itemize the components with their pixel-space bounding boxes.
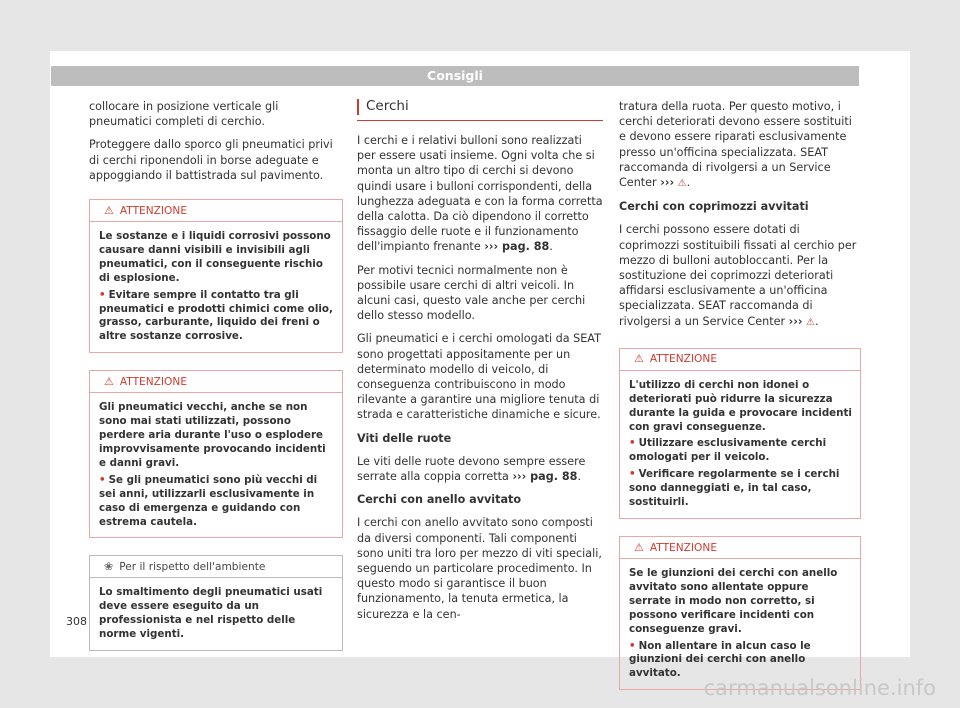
paragraph: tratura della ruota. Per questo motivo, i cerchi deteriorati devono essere sostituiti e devono essere riparati esclusivamente presso un'officina specializzata. SEAT raccomanda di rivolgersi a un Service Center ››› ⚠.: [619, 100, 852, 190]
page-number: 308: [66, 615, 87, 628]
warning-label: ATTENZIONE: [649, 353, 718, 366]
leaf-icon: ❀: [104, 559, 114, 573]
bullet-text: Utilizzare esclusivamente cerchi omologati per il veicolo.: [629, 437, 827, 464]
warning-text: L'utilizzo di cerchi non idonei o deteriorati può ridurre la sicurezza durante la guida e provocare incidenti con gravi conseguenze.: [629, 378, 852, 433]
column-right: [619, 99, 861, 707]
paragraph: Proteggere dallo sporco gli pneumatici privi di cerchi riponendoli in borse adeguate e appoggiando il battistrada sul pavimento.: [89, 138, 333, 182]
warning-bullet: [629, 640, 852, 682]
warning-triangle-icon: ⚠: [634, 352, 644, 366]
paragraph: I cerchi e i relativi bulloni sono realizzati per essere usati insieme. Ogni volta che si monta un altro tipo di cerchi si devono quindi usare i bulloni corrispondenti, della lunghezza adeguata e con la forma corretta della calotta. Da ciò dipendono il corretto fissaggio delle ruote e il funzionamento dell'impianto frenante ››› pag. 88.: [357, 134, 603, 254]
bullet-text: Evitare sempre il contatto tra gli pneumatici e prodotti chimici come olio, grasso, carburante, liquido dei freni o altre sostanze corrosive.: [99, 288, 333, 343]
warning-box-header: [620, 349, 860, 371]
reference-arrows-link[interactable]: ›››: [788, 314, 803, 328]
bullet-text: Non allentare in alcun caso le giunzioni dei cerchi con anello avvitato.: [629, 639, 811, 680]
warning-bullet: [629, 437, 852, 465]
bullet-text: Verificare regolarmente se i cerchi sono danneggiati e, in tal caso, sostituirli.: [629, 468, 840, 509]
environment-label: Per il rispetto dell'ambiente: [119, 560, 266, 573]
warning-box: [619, 536, 861, 690]
warning-box-body: [620, 371, 860, 518]
warning-box-header: [620, 537, 860, 559]
watermark: carmanualsonline.info: [703, 676, 936, 700]
warning-box-body: [90, 393, 342, 537]
warning-label: ATTENZIONE: [119, 204, 188, 217]
bullet-icon: •: [629, 639, 636, 652]
warning-triangle-icon: ⚠: [104, 374, 114, 388]
bullet-icon: •: [629, 437, 636, 450]
warning-triangle-icon: ⚠: [677, 178, 687, 190]
warning-box-header: [90, 200, 342, 222]
warning-bullet: [629, 468, 852, 510]
warning-bullet: [99, 474, 334, 530]
warning-triangle-icon: ⚠: [104, 203, 114, 217]
paragraph: Gli pneumatici e i cerchi omologati da SEAT sono progettati appositamente per un determinato modello di veicolo, di conseguenza contribuiscono in modo rilevante a garantire una migliore tenuta di strada e caratteristiche dinamiche e sicure.: [357, 332, 601, 422]
warning-box: [89, 370, 343, 538]
bullet-icon: •: [99, 473, 106, 486]
subheading: Cerchi con coprimozzi avvitati: [619, 200, 809, 214]
subheading: Viti delle ruote: [357, 431, 452, 445]
warning-text: Gli pneumatici vecchi, anche se non sono mai stati utilizzati, possono perdere aria durante l'uso o esplodere improvvisamente provocando incidenti e danni gravi.: [99, 401, 326, 469]
warning-text: Le sostanze e i liquidi corrosivi possono causare danni visibili e invisibili agli pneumatici, con il conseguente rischio di esplosione.: [99, 230, 331, 284]
warning-box: [89, 199, 343, 353]
section-title: [357, 99, 603, 121]
warning-label: ATTENZIONE: [649, 541, 718, 554]
section-title-bar: [357, 99, 359, 115]
warning-triangle-icon: ⚠: [806, 316, 816, 328]
paragraph: I cerchi con anello avvitato sono composti da diversi componenti. Tali componenti sono uniti tra loro per mezzo di viti speciali, seguendo un particolare procedimento. In questo modo si garantisce il buon funzionamento, la tenuta ermetica, la sicurezza e la cen-: [357, 516, 602, 621]
warning-bullet: [99, 289, 334, 345]
warning-box: [619, 348, 861, 519]
environment-box: [89, 555, 343, 651]
paragraph: Le viti delle ruote devono sempre essere serrate alla coppia corretta ››› pag. 88.: [357, 454, 586, 484]
page-title: Consigli: [427, 68, 483, 83]
page-reference-link[interactable]: ››› pag. 88: [512, 470, 578, 484]
bullet-text: Se gli pneumatici sono più vecchi di sei anni, utilizzarli esclusivamente in caso di emergenza e guidando con estrema cautela.: [99, 473, 318, 528]
environment-box-header: [90, 556, 342, 578]
column-left: [89, 99, 343, 668]
page-reference-link[interactable]: ››› pag. 88: [484, 240, 550, 254]
warning-box-body: [90, 222, 342, 352]
bullet-icon: •: [99, 288, 106, 301]
subheading: Cerchi con anello avvitato: [357, 493, 522, 507]
warning-box-header: [90, 371, 342, 393]
section-title-text: Cerchi: [366, 98, 409, 114]
paragraph: I cerchi possono essere dotati di coprimozzi sostituibili fissati al cerchio per mezzo di bulloni autobloccanti. Per la sostituzione dei coprimozzi deteriorati affidarsi esclusivamente a un'officina specializzata. SEAT raccomanda di rivolgersi a un Service Center ››› ⚠.: [619, 223, 857, 328]
bullet-icon: •: [629, 468, 636, 481]
paragraph: Per motivi tecnici normalmente non è possibile usare cerchi di altri veicoli. In alcuni casi, questo vale anche per cerchi dello stesso modello.: [357, 263, 586, 323]
warning-box-body: [620, 559, 860, 689]
environment-box-body: [90, 578, 342, 650]
warning-text: Se le giunzioni dei cerchi con anello avvitato sono allentate oppure serrate in modo non corretto, si possono verificare incidenti con conseguenze gravi.: [629, 567, 838, 635]
environment-text: Lo smaltimento degli pneumatici usati deve essere eseguito da un professionista e nel rispetto delle norme vigenti.: [99, 586, 323, 641]
column-middle: [357, 99, 603, 630]
reference-arrows-link[interactable]: ›››: [660, 176, 675, 190]
warning-triangle-icon: ⚠: [634, 540, 644, 554]
paragraph: collocare in posizione verticale gli pneumatici completi di cerchio.: [89, 100, 279, 129]
warning-label: ATTENZIONE: [119, 375, 188, 388]
